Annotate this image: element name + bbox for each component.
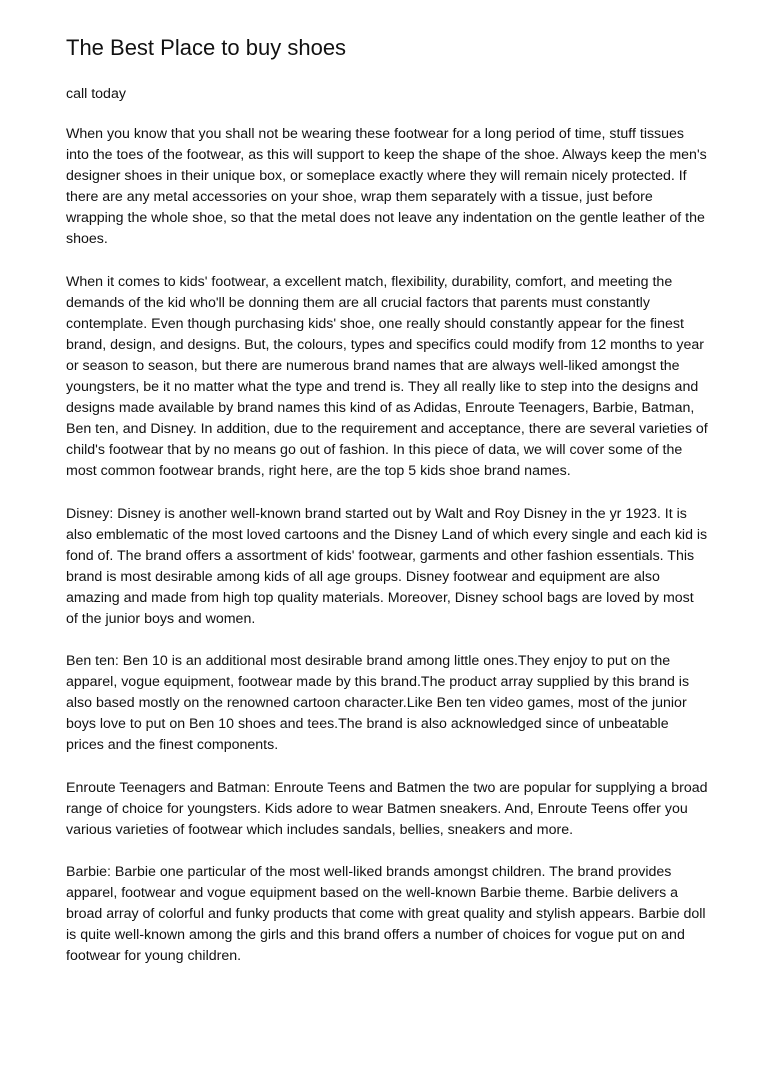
paragraph-shoe-care: When you know that you shall not be wearing these footwear for a long period of time, stuff tissues into the toes of the footwear, as this will support to keep the shape of the shoe. Always keep the men's designer shoes in their unique box, or someplace exactly where they will remain nicely protected. If there are any metal accessories on your shoe, wrap them separately with a tissue, just before wrapping the whole shoe, so that the metal does not leave any indentation on the gentle leather of the shoes. xyxy=(66,126,707,248)
paragraph-disney: Disney: Disney is another well-known brand started out by Walt and Roy Disney in the yr 1923. It is also emblematic of the most loved cartoons and the Disney Land of which every single and each kid is fond of. The brand offers a assortment of kids' footwear, garments and other fashion essentials. This brand is most desirable among kids of all age groups. Disney footwear and equipment are also amazing and made from high top quality materials. Moreover, Disney school bags are loved by most of the junior boys and women. xyxy=(66,505,708,627)
paragraph-barbie: Barbie: Barbie one particular of the most well-liked brands amongst children. The brand provides apparel, footwear and vogue equipment based on the well-known Barbie theme. Barbie delivers a broad array of colorful and funky products that come with great quality and stylish appears. Barbie doll is quite well-known among the girls and this brand offers a number of choices for vogue put on and footwear for young children. xyxy=(66,863,706,965)
paragraph-kids-footwear: When it comes to kids' footwear, a excellent match, flexibility, durability, comfort, and meeting the demands of the kid who'll be donning them are all crucial factors that parents must constantly contemplate. Even though purchasing kids' shoe, one really should constantly appear for the finest brand, design, and designs. But, the colours, types and specifics could modify from 12 months to year or season to season, but there are numerous brand names that are always well-liked amongst the youngsters, be it no matter what the type and trend is. They all really like to step into the designs and designs made available by brand names this kind of as Adidas, Enroute Teenagers, Barbie, Batman, Ben ten, and Disney. In addition, due to the requirement and acceptance, there are several varieties of child's footwear that by no means go out of fashion. In this piece of data, we will cover some of the most common footwear brands, right here, are the top 5 kids shoe brand names. xyxy=(66,273,708,480)
paragraph-enroute-batman: Enroute Teenagers and Batman: Enroute Teens and Batmen the two are popular for supplying a broad range of choice for youngsters. Kids adore to wear Batmen sneakers. And, Enroute Teens offer you various varieties of footwear which includes sandals, bellies, sneakers and more. xyxy=(66,779,708,838)
page-title: The Best Place to buy shoes xyxy=(66,35,347,60)
paragraph-ben-ten: Ben ten: Ben 10 is an additional most desirable brand among little ones.They enjoy to put on the apparel, vogue equipment, footwear made by this brand.The product array supplied by this brand is also based mostly on the renowned cartoon character.Like Ben ten video games, most of the junior boys love to put on Ben 10 shoes and tees.The brand is also acknowledged since of unbeatable prices and the finest components. xyxy=(66,653,690,754)
subtitle: call today xyxy=(66,86,126,102)
